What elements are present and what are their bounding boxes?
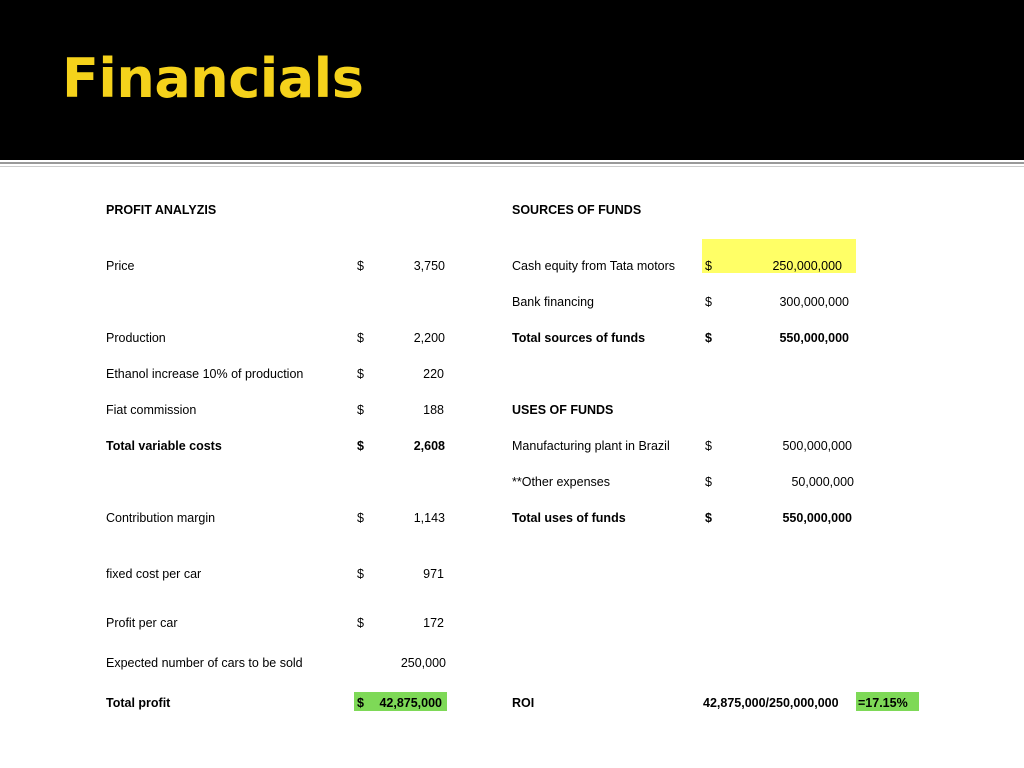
profit-row-value: 172	[423, 616, 444, 630]
profit-row-value: 971	[423, 567, 444, 581]
use-row-label: Manufacturing plant in Brazil	[512, 439, 670, 453]
use-row-value: 50,000,000	[791, 475, 854, 489]
profit-row-value: 220	[423, 367, 444, 381]
use-row-currency: $	[705, 511, 712, 525]
source-row-value: 550,000,000	[779, 331, 849, 345]
profit-row-value: 3,750	[413, 259, 445, 273]
profit-row-value: 250,000	[400, 656, 446, 670]
profit-row-value: 188	[423, 403, 444, 417]
header-divider	[0, 162, 1024, 164]
profit-row-currency: $	[357, 439, 364, 453]
use-row-label: **Other expenses	[512, 475, 610, 489]
profit-row-label: Fiat commission	[106, 403, 197, 417]
profit-row-label: Price	[106, 259, 135, 273]
total-profit-currency: $	[357, 696, 364, 710]
source-row-currency: $	[705, 331, 712, 345]
slide-header	[0, 0, 1024, 160]
roi-label: ROI	[512, 696, 535, 710]
profit-row-value: 2,200	[413, 331, 445, 345]
profit-row-label: Total variable costs	[106, 439, 222, 453]
total-profit-label: Total profit	[106, 696, 171, 710]
source-row-currency: $	[705, 295, 712, 309]
total-profit-value: 42,875,000	[379, 696, 442, 710]
use-row-value: 500,000,000	[782, 439, 852, 453]
use-row-currency: $	[705, 475, 712, 489]
roi-formula: 42,875,000/250,000,000	[703, 696, 839, 710]
source-row-value: 250,000,000	[772, 259, 842, 273]
source-row-currency: $	[705, 259, 712, 273]
sources-of-funds-heading: SOURCES OF FUNDS	[512, 203, 642, 217]
profit-row-label: Profit per car	[106, 616, 178, 630]
use-row-currency: $	[705, 439, 712, 453]
profit-analysis-heading: PROFIT ANALYZIS	[106, 203, 217, 217]
profit-row-currency: $	[357, 331, 364, 345]
profit-row-currency: $	[357, 403, 364, 417]
profit-row-label: Contribution margin	[106, 511, 216, 525]
source-row-label: Bank financing	[512, 295, 595, 309]
profit-row-currency: $	[357, 616, 364, 630]
profit-row-currency: $	[357, 259, 364, 273]
roi-result: =17.15%	[858, 696, 908, 710]
profit-row-currency: $	[357, 511, 364, 525]
profit-row-value: 1,143	[413, 511, 445, 525]
use-row-value: 550,000,000	[782, 511, 852, 525]
source-row-label: Total sources of funds	[512, 331, 646, 345]
uses-of-funds-heading: USES OF FUNDS	[512, 403, 614, 417]
profit-row-value: 2,608	[413, 439, 445, 453]
header-divider-secondary	[0, 166, 1024, 167]
slide-title: Financials	[62, 47, 364, 110]
profit-row-currency: $	[357, 567, 364, 581]
source-row-label: Cash equity from Tata motors	[512, 259, 676, 273]
profit-row-label: Expected number of cars to be sold	[106, 656, 303, 670]
use-row-label: Total uses of funds	[512, 511, 626, 525]
source-row-value: 300,000,000	[779, 295, 849, 309]
profit-row-label: Production	[106, 331, 166, 345]
profit-row-label: Ethanol increase 10% of production	[106, 367, 304, 381]
profit-row-currency: $	[357, 367, 364, 381]
profit-row-label: fixed cost per car	[106, 567, 202, 581]
